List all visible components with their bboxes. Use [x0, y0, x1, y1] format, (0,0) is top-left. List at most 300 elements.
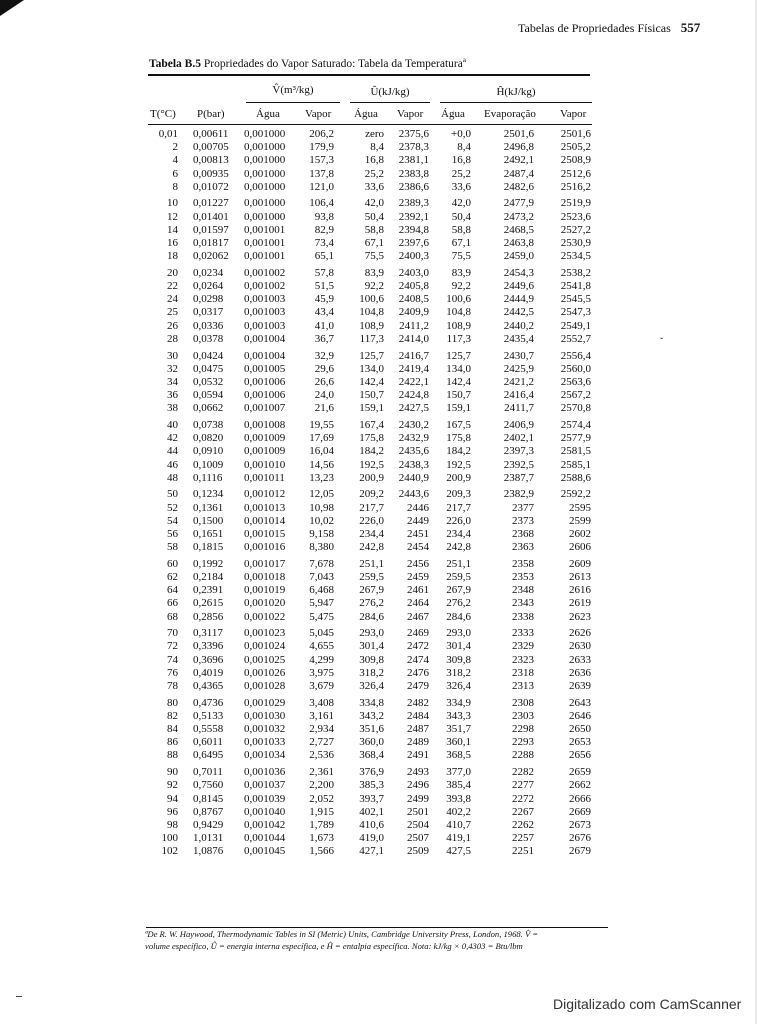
cell-energy-vapor: 2451 — [407, 527, 429, 540]
cell-enthalpy-evaporation: 2288 — [512, 749, 534, 762]
cell-pressure: 0,02062 — [193, 250, 229, 263]
cell-temperature: 8 — [172, 180, 178, 193]
table-row — [148, 197, 598, 210]
cell-volume-water: 0,001034 — [244, 749, 286, 762]
table-title-text: Propriedades do Vapor Saturado: Tabela da Temperatura — [203, 57, 463, 70]
cell-volume-water: 0,001022 — [244, 610, 286, 623]
cell-volume-vapor: 2,727 — [309, 736, 334, 749]
cell-pressure: 0,01817 — [193, 237, 229, 249]
cell-volume-water: 0,001000 — [244, 210, 286, 223]
corner-mark — [0, 0, 24, 16]
cell-temperature: 62 — [167, 571, 178, 583]
table-title — [149, 56, 466, 70]
cell-enthalpy-water: 385,4 — [446, 779, 471, 792]
cell-enthalpy-evaporation: 2262 — [512, 818, 534, 831]
cell-enthalpy-water: 318,2 — [446, 666, 471, 679]
cell-pressure: 0,1234 — [193, 488, 224, 501]
cell-pressure: 0,0264 — [193, 280, 224, 293]
cell-energy-water: 242,8 — [359, 541, 384, 554]
cell-enthalpy-evaporation: 2333 — [512, 627, 534, 640]
cell-enthalpy-vapor: 2545,5 — [560, 293, 591, 306]
cell-enthalpy-water: 343,3 — [446, 709, 471, 722]
cell-volume-vapor: 21,6 — [314, 402, 334, 415]
cell-pressure: 0,4736 — [193, 696, 224, 709]
cell-enthalpy-water: 167,5 — [446, 418, 471, 431]
cell-temperature: 16 — [167, 237, 178, 249]
cell-temperature: 92 — [167, 779, 178, 792]
cell-enthalpy-water: 117,3 — [446, 332, 471, 345]
cell-volume-water: 0,001026 — [244, 666, 286, 679]
cell-energy-vapor: 2496 — [407, 779, 429, 792]
cell-enthalpy-evaporation: 2463,8 — [503, 237, 534, 249]
cell-volume-water: 0,001039 — [244, 792, 286, 805]
cell-temperature: 40 — [167, 418, 178, 431]
cell-energy-vapor: 2383,8 — [398, 167, 429, 180]
col-header-enthalpy-evaporation: Evaporação — [484, 108, 536, 120]
cell-enthalpy-evaporation: 2387,7 — [503, 471, 534, 484]
cell-pressure: 0,00935 — [193, 167, 229, 180]
cell-volume-water: 0,001028 — [244, 680, 286, 692]
table-row — [148, 766, 598, 779]
cell-volume-vapor: 57,8 — [314, 266, 334, 279]
cell-energy-water: 83,9 — [364, 266, 384, 279]
cell-enthalpy-vapor: 2581,5 — [560, 445, 591, 458]
cell-volume-water: 0,001045 — [244, 845, 286, 858]
cell-enthalpy-evaporation: 2358 — [512, 557, 534, 570]
cell-pressure: 0,2391 — [193, 584, 224, 597]
table-body — [148, 128, 598, 858]
table-row — [148, 363, 598, 376]
table-top-rule — [148, 74, 590, 76]
cell-enthalpy-water: 334,9 — [446, 696, 471, 709]
cell-volume-vapor: 51,5 — [314, 280, 334, 293]
cell-enthalpy-vapor: 2541,8 — [560, 280, 591, 293]
cell-volume-vapor: 3,975 — [309, 666, 334, 679]
footnote-line-1: ªDe R. W. Haywood, Thermodynamic Tables in SI (Metric) Units, Cambridge University Press, London, 1968. V̂ = — [145, 929, 539, 939]
cell-enthalpy-water: 368,5 — [446, 749, 471, 762]
cell-enthalpy-water: 104,8 — [446, 306, 471, 319]
cell-enthalpy-water: 393,8 — [446, 792, 471, 805]
cell-volume-vapor: 43,4 — [314, 306, 334, 319]
cell-volume-water: 0,001001 — [244, 223, 286, 236]
cell-energy-water: 259,5 — [359, 571, 384, 583]
cell-temperature: 30 — [167, 349, 178, 362]
cell-volume-vapor: 6,468 — [309, 584, 334, 597]
cell-enthalpy-vapor: 2619 — [569, 597, 591, 610]
cell-enthalpy-evaporation: 2449,6 — [503, 280, 534, 293]
cell-pressure: 0,7011 — [193, 766, 223, 779]
cell-energy-vapor: 2389,3 — [398, 197, 429, 210]
cell-energy-vapor: 2403,0 — [398, 266, 429, 279]
table-row — [148, 402, 598, 415]
cell-energy-vapor: 2375,6 — [398, 128, 429, 140]
cell-energy-water: 318,2 — [359, 666, 384, 679]
cell-enthalpy-evaporation: 2468,5 — [503, 223, 534, 236]
cell-energy-water: 326,4 — [359, 680, 384, 692]
cell-energy-vapor: 2386,6 — [398, 180, 429, 193]
table-row — [148, 459, 598, 472]
cell-energy-water: 200,9 — [359, 471, 384, 484]
cell-enthalpy-water: 217,7 — [446, 501, 471, 514]
cell-energy-vapor: 2408,5 — [398, 293, 429, 306]
cell-enthalpy-evaporation: 2416,4 — [503, 389, 534, 402]
footnote-line-2: volume específico, Û = energia interna específica, e Ĥ = entalpia específica. Nota: kJ/kg × 0,4303 = Btu/lbm — [145, 941, 523, 951]
cell-temperature: 70 — [167, 627, 178, 640]
cell-enthalpy-vapor: 2669 — [569, 805, 591, 818]
cell-energy-water: 25,2 — [364, 167, 384, 180]
cell-volume-water: 0,001003 — [244, 306, 286, 319]
cell-temperature: 2 — [172, 141, 178, 154]
cell-enthalpy-evaporation: 2477,9 — [503, 197, 534, 210]
table-row — [148, 141, 598, 154]
cell-volume-vapor: 65,1 — [314, 250, 334, 263]
table-row — [148, 445, 598, 458]
cell-temperature: 56 — [167, 527, 178, 540]
cell-energy-water: 309,8 — [359, 653, 384, 666]
cell-temperature: 72 — [167, 640, 178, 653]
cell-enthalpy-water: 226,0 — [446, 514, 471, 527]
cell-enthalpy-evaporation: 2323 — [512, 653, 534, 666]
cell-volume-water: 0,001018 — [244, 571, 286, 583]
energy-group-header: Û(kJ/kg) — [370, 86, 410, 98]
table-row — [148, 419, 598, 432]
cell-enthalpy-vapor: 2577,9 — [560, 432, 591, 445]
cell-temperature: 94 — [167, 792, 178, 805]
cell-enthalpy-evaporation: 2282 — [512, 766, 534, 779]
cell-energy-vapor: 2479 — [407, 680, 429, 692]
cell-energy-vapor: 2449 — [407, 514, 429, 527]
cell-pressure: 0,01597 — [193, 223, 229, 236]
cell-enthalpy-vapor: 2547,3 — [560, 306, 591, 319]
cell-enthalpy-vapor: 2676 — [569, 832, 591, 845]
enthalpy-group-rule — [440, 102, 592, 103]
table-row — [148, 168, 598, 181]
cell-pressure: 0,1009 — [193, 458, 224, 471]
volume-group-header: V̂(m³/kg) — [272, 84, 314, 96]
cell-enthalpy-water: 351,7 — [446, 723, 471, 736]
cell-volume-vapor: 93,8 — [314, 210, 334, 223]
cell-enthalpy-evaporation: 2496,8 — [503, 141, 534, 154]
cell-enthalpy-evaporation: 2298 — [512, 723, 534, 736]
col-header-energy-vapor: Vapor — [397, 108, 424, 120]
cell-volume-vapor: 1,673 — [309, 832, 334, 845]
cell-enthalpy-water: 108,9 — [446, 319, 471, 332]
cell-energy-vapor: 2443,6 — [398, 488, 429, 501]
cell-energy-vapor: 2467 — [407, 610, 429, 623]
cell-pressure: 1,0131 — [193, 832, 224, 845]
cell-pressure: 0,9429 — [193, 818, 224, 831]
cell-volume-vapor: 9,158 — [309, 527, 334, 540]
cell-pressure: 0,8767 — [193, 805, 224, 818]
cell-pressure: 0,3117 — [193, 627, 223, 640]
cell-enthalpy-water: 251,1 — [446, 557, 471, 570]
cell-enthalpy-vapor: 2633 — [569, 653, 591, 666]
cell-temperature: 28 — [167, 332, 178, 345]
cell-enthalpy-evaporation: 2313 — [512, 680, 534, 692]
cell-volume-vapor: 137,8 — [309, 167, 334, 180]
cell-enthalpy-water: 309,8 — [446, 653, 471, 666]
cell-enthalpy-evaporation: 2343 — [512, 597, 534, 610]
cell-volume-vapor: 1,915 — [309, 805, 334, 818]
running-head-title: Tabelas de Propriedades Físicas — [518, 21, 671, 35]
cell-enthalpy-vapor: 2563,6 — [560, 375, 591, 388]
cell-enthalpy-evaporation: 2318 — [512, 666, 534, 679]
cell-enthalpy-evaporation: 2368 — [512, 527, 534, 540]
cell-enthalpy-evaporation: 2251 — [512, 845, 534, 858]
table-row — [148, 597, 598, 610]
cell-temperature: 0,01 — [158, 128, 178, 140]
cell-enthalpy-vapor: 2508,9 — [560, 154, 591, 167]
cell-enthalpy-evaporation: 2303 — [512, 709, 534, 722]
cell-volume-water: 0,001004 — [244, 349, 286, 362]
cell-pressure: 0,7560 — [193, 779, 224, 792]
cell-volume-water: 0,001000 — [244, 167, 286, 180]
cell-energy-water: 226,0 — [359, 514, 384, 527]
table-row — [148, 154, 598, 167]
cell-energy-vapor: 2440,9 — [398, 471, 429, 484]
cell-enthalpy-water: 192,5 — [446, 458, 471, 471]
cell-temperature: 84 — [167, 723, 178, 736]
cell-volume-vapor: 4,655 — [309, 640, 334, 653]
cell-enthalpy-evaporation: 2373 — [512, 514, 534, 527]
cell-enthalpy-vapor: 2662 — [569, 779, 591, 792]
table-row — [148, 376, 598, 389]
cell-volume-vapor: 2,361 — [309, 766, 334, 779]
cell-temperature: 22 — [167, 280, 178, 293]
cell-enthalpy-vapor: 2643 — [569, 696, 591, 709]
cell-volume-water: 0,001033 — [244, 736, 286, 749]
cell-enthalpy-vapor: 2623 — [569, 610, 591, 623]
cell-volume-water: 0,001011 — [244, 471, 285, 484]
cell-energy-vapor: 2427,5 — [398, 402, 429, 415]
cell-enthalpy-vapor: 2653 — [569, 736, 591, 749]
cell-temperature: 82 — [167, 709, 178, 722]
cell-pressure: 0,00813 — [193, 154, 229, 167]
cell-pressure: 0,0594 — [193, 389, 224, 402]
cell-enthalpy-evaporation: 2435,4 — [503, 332, 534, 345]
cell-volume-water: 0,001013 — [244, 501, 286, 514]
cell-enthalpy-evaporation: 2272 — [512, 792, 534, 805]
table-row — [148, 819, 598, 832]
table-row — [148, 128, 598, 141]
cell-enthalpy-water: 410,7 — [446, 818, 471, 831]
cell-pressure: 0,1815 — [193, 541, 224, 554]
table-title-mark: a — [462, 56, 466, 64]
table-row — [148, 211, 598, 224]
cell-pressure: 0,0532 — [193, 375, 224, 388]
cell-volume-water: 0,001007 — [244, 402, 286, 415]
cell-enthalpy-evaporation: 2277 — [512, 779, 534, 792]
table-row — [148, 432, 598, 445]
cell-energy-vapor: 2489 — [407, 736, 429, 749]
cell-energy-water: 184,2 — [359, 445, 384, 458]
cell-enthalpy-water: 326,4 — [446, 680, 471, 692]
cell-enthalpy-water: 150,7 — [446, 389, 471, 402]
cell-energy-vapor: 2454 — [407, 541, 429, 554]
cell-volume-vapor: 3,679 — [309, 680, 334, 692]
cell-enthalpy-vapor: 2616 — [569, 584, 591, 597]
cell-temperature: 10 — [167, 197, 178, 210]
cell-temperature: 42 — [167, 432, 178, 445]
cell-enthalpy-water: 83,9 — [451, 266, 471, 279]
cell-volume-vapor: 5,475 — [309, 610, 334, 623]
cell-temperature: 74 — [167, 653, 178, 666]
cell-volume-vapor: 14,56 — [309, 458, 334, 471]
cell-enthalpy-water: 125,7 — [446, 349, 471, 362]
cell-pressure: 0,3396 — [193, 640, 224, 653]
cell-volume-water: 0,001019 — [244, 584, 286, 597]
cell-volume-water: 0,001030 — [244, 709, 286, 722]
cell-volume-vapor: 29,6 — [314, 362, 334, 375]
cell-temperature: 68 — [167, 610, 178, 623]
cell-temperature: 12 — [167, 210, 178, 223]
cell-temperature: 50 — [167, 488, 178, 501]
cell-energy-water: 134,0 — [359, 362, 384, 375]
cell-volume-vapor: 32,9 — [314, 349, 334, 362]
cell-volume-vapor: 2,200 — [309, 779, 334, 792]
cell-enthalpy-water: +0,0 — [451, 128, 471, 140]
stray-mark: ˇ — [660, 337, 664, 348]
cell-energy-water: 100,6 — [359, 293, 384, 306]
cell-energy-vapor: 2435,6 — [398, 445, 429, 458]
cell-enthalpy-vapor: 2501,6 — [560, 128, 591, 140]
cell-enthalpy-water: 142,4 — [446, 375, 471, 388]
cell-volume-vapor: 5,045 — [309, 627, 334, 640]
cell-volume-water: 0,001002 — [244, 280, 286, 293]
cell-enthalpy-vapor: 2650 — [569, 723, 591, 736]
cell-energy-vapor: 2438,3 — [398, 458, 429, 471]
cell-volume-water: 0,001001 — [244, 237, 286, 249]
page-edge-shadow — [755, 0, 757, 1024]
cell-temperature: 52 — [167, 501, 178, 514]
cell-enthalpy-evaporation: 2411,7 — [504, 402, 534, 415]
cell-enthalpy-vapor: 2567,2 — [560, 389, 591, 402]
cell-volume-vapor: 3,161 — [309, 709, 334, 722]
cell-enthalpy-water: 276,2 — [446, 597, 471, 610]
cell-enthalpy-vapor: 2588,6 — [560, 471, 591, 484]
cell-energy-vapor: 2487 — [407, 723, 429, 736]
table-row — [148, 640, 598, 653]
cell-volume-vapor: 82,9 — [314, 223, 334, 236]
cell-temperature: 32 — [167, 362, 178, 375]
cell-volume-vapor: 2,536 — [309, 749, 334, 762]
cell-pressure: 0,0298 — [193, 293, 224, 306]
cell-enthalpy-evaporation: 2440,2 — [503, 319, 534, 332]
cell-enthalpy-vapor: 2516,2 — [560, 180, 591, 193]
cell-energy-vapor: 2411,2 — [399, 319, 429, 332]
cell-volume-water: 0,001012 — [244, 488, 286, 501]
footnote — [145, 928, 615, 952]
col-header-volume-water: Água — [256, 108, 280, 120]
table-row — [148, 793, 598, 806]
cell-energy-vapor: 2430,2 — [398, 418, 429, 431]
cell-temperature: 14 — [167, 223, 178, 236]
cell-enthalpy-vapor: 2585,1 — [560, 458, 591, 471]
cell-enthalpy-water: 58,8 — [451, 223, 471, 236]
cell-energy-water: 42,0 — [364, 197, 384, 210]
cell-enthalpy-evaporation: 2501,6 — [503, 128, 534, 140]
cell-enthalpy-water: 301,4 — [446, 640, 471, 653]
cell-temperature: 36 — [167, 389, 178, 402]
cell-energy-water: 142,4 — [359, 375, 384, 388]
cell-volume-vapor: 13,23 — [309, 471, 334, 484]
cell-volume-water: 0,001003 — [244, 293, 286, 306]
cell-energy-vapor: 2459 — [407, 571, 429, 583]
cell-enthalpy-vapor: 2560,0 — [560, 362, 591, 375]
cell-enthalpy-water: 402,2 — [446, 805, 471, 818]
table-row — [148, 541, 598, 554]
cell-energy-vapor: 2509 — [407, 845, 429, 858]
cell-energy-vapor: 2491 — [407, 749, 429, 762]
cell-energy-water: 368,4 — [359, 749, 384, 762]
cell-volume-water: 0,001036 — [244, 766, 286, 779]
cell-energy-vapor: 2424,8 — [398, 389, 429, 402]
table-row — [148, 515, 598, 528]
table-row — [148, 280, 598, 293]
cell-volume-water: 0,001015 — [244, 527, 286, 540]
cell-volume-vapor: 106,4 — [309, 197, 334, 210]
cell-enthalpy-vapor: 2646 — [569, 709, 591, 722]
cell-pressure: 0,0910 — [193, 445, 224, 458]
cell-energy-water: 209,2 — [359, 488, 384, 501]
cell-volume-water: 0,001000 — [244, 197, 286, 210]
table-row — [148, 627, 598, 640]
cell-volume-water: 0,001009 — [244, 445, 286, 458]
cell-enthalpy-evaporation: 2392,5 — [503, 458, 534, 471]
cell-volume-water: 0,001023 — [244, 627, 286, 640]
cell-energy-water: 376,9 — [359, 766, 384, 779]
cell-volume-water: 0,001020 — [244, 597, 286, 610]
cell-enthalpy-vapor: 2505,2 — [560, 141, 591, 154]
scan-edge-mark — [16, 996, 22, 997]
col-header-temperature: T(°C) — [150, 108, 176, 120]
cell-volume-water: 0,001005 — [244, 362, 286, 375]
cell-temperature: 80 — [167, 696, 178, 709]
cell-energy-vapor: 2482 — [407, 696, 429, 709]
cell-enthalpy-vapor: 2639 — [569, 680, 591, 692]
cell-energy-water: 167,4 — [359, 418, 384, 431]
cell-enthalpy-evaporation: 2492,1 — [503, 154, 534, 167]
table-row — [148, 736, 598, 749]
table-row — [148, 488, 598, 501]
cell-enthalpy-vapor: 2523,6 — [560, 210, 591, 223]
cell-enthalpy-evaporation: 2397,3 — [503, 445, 534, 458]
cell-volume-water: 0,001032 — [244, 723, 286, 736]
cell-volume-vapor: 2,052 — [309, 792, 334, 805]
cell-volume-water: 0,001044 — [244, 832, 286, 845]
cell-enthalpy-vapor: 2626 — [569, 627, 591, 640]
cell-volume-vapor: 7,678 — [309, 557, 334, 570]
table-row — [148, 571, 598, 584]
table-row — [148, 806, 598, 819]
cell-enthalpy-vapor: 2570,8 — [560, 402, 591, 415]
cell-pressure: 0,8145 — [193, 792, 224, 805]
cell-energy-water: 33,6 — [364, 180, 384, 193]
cell-energy-vapor: 2392,1 — [398, 210, 429, 223]
cell-enthalpy-water: 419,1 — [446, 832, 471, 845]
cell-volume-water: 0,001016 — [244, 541, 286, 554]
cell-energy-water: 267,9 — [359, 584, 384, 597]
cell-enthalpy-vapor: 2656 — [569, 749, 591, 762]
cell-energy-vapor: 2394,8 — [398, 223, 429, 236]
cell-energy-vapor: 2378,3 — [398, 141, 429, 154]
cell-pressure: 0,2856 — [193, 610, 224, 623]
cell-enthalpy-evaporation: 2454,3 — [503, 266, 534, 279]
cell-volume-vapor: 5,947 — [309, 597, 334, 610]
cell-energy-water: 234,4 — [359, 527, 384, 540]
table-row — [148, 350, 598, 363]
cell-enthalpy-evaporation: 2348 — [512, 584, 534, 597]
